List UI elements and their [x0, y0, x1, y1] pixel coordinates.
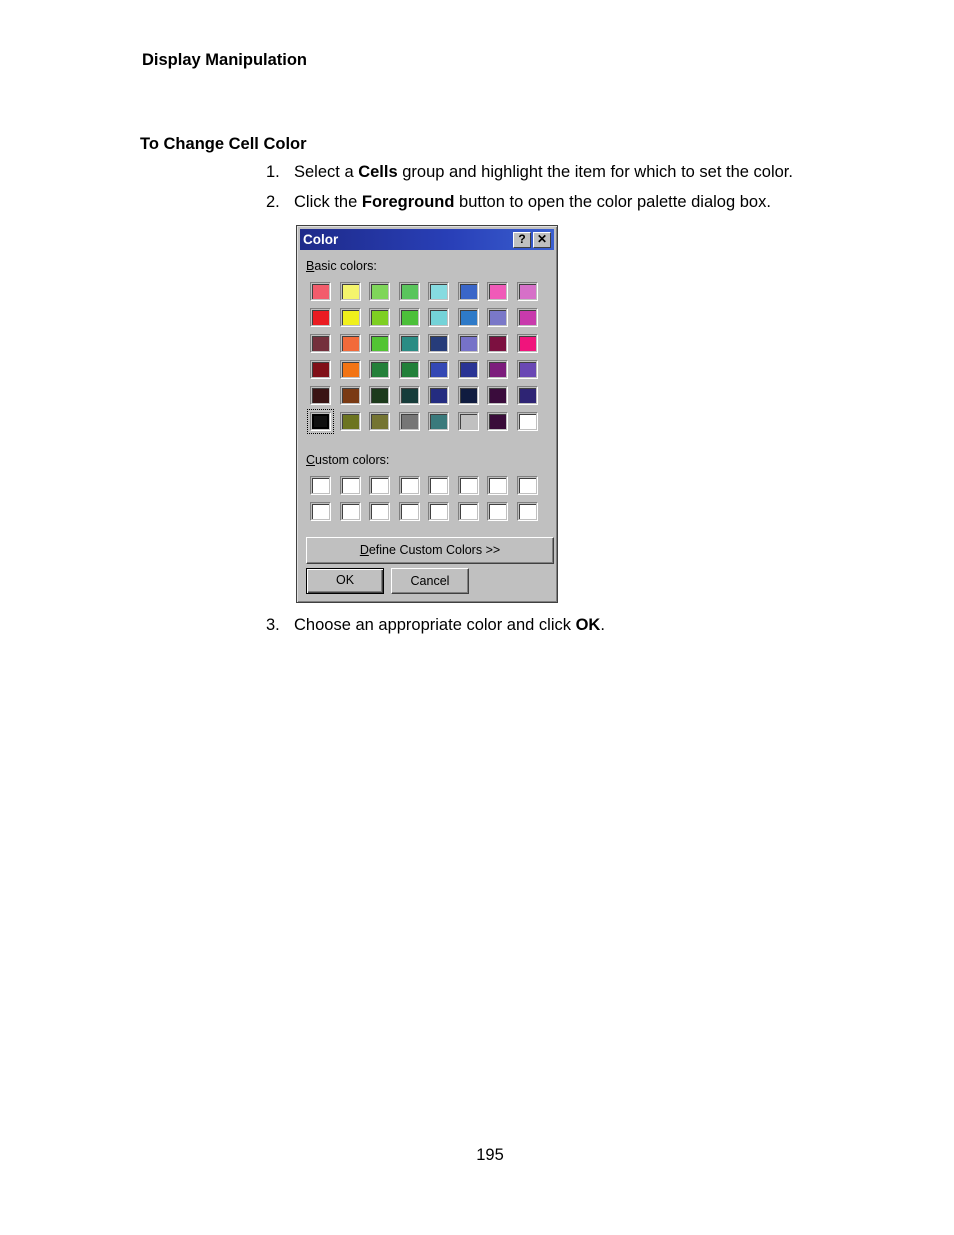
basic-color-swatch[interactable]: [428, 386, 449, 405]
basic-color-swatch[interactable]: [517, 334, 538, 353]
basic-color-swatch[interactable]: [399, 412, 420, 431]
page-number: 195: [476, 1146, 504, 1164]
swatch-fill: [460, 478, 477, 493]
swatch-fill: [342, 388, 359, 403]
swatch-fill: [460, 284, 477, 299]
basic-color-swatch[interactable]: [369, 334, 390, 353]
basic-color-swatch[interactable]: [369, 308, 390, 327]
swatch-fill: [342, 478, 359, 493]
swatch-fill: [430, 336, 447, 351]
basic-color-swatch[interactable]: [458, 412, 479, 431]
basic-color-swatch[interactable]: [340, 386, 361, 405]
step-3: [266, 616, 605, 635]
swatch-fill: [401, 478, 418, 493]
swatch-fill: [312, 310, 329, 325]
swatch-fill: [371, 478, 388, 493]
swatch-fill: [371, 414, 388, 429]
step-number: 2.: [266, 193, 280, 211]
custom-color-swatch[interactable]: [399, 476, 420, 495]
swatch-fill: [489, 504, 506, 519]
swatch-fill: [489, 310, 506, 325]
button-label: OK: [335, 573, 355, 587]
help-button[interactable]: [513, 232, 531, 248]
swatch-fill: [312, 478, 329, 493]
custom-colors-grid: [310, 476, 538, 521]
swatch-fill: [430, 362, 447, 377]
swatch-fill: [342, 284, 359, 299]
swatch-fill: [460, 336, 477, 351]
close-icon: ✕: [536, 232, 548, 246]
help-icon: ?: [518, 232, 526, 246]
swatch-fill: [371, 388, 388, 403]
button-label: efine Custom Colors >>: [368, 543, 501, 557]
basic-color-swatch[interactable]: [340, 334, 361, 353]
custom-color-swatch[interactable]: [310, 476, 331, 495]
step-text: button to open the color palette dialog box.: [454, 193, 771, 211]
basic-color-swatch[interactable]: [517, 282, 538, 301]
basic-color-swatch[interactable]: [428, 334, 449, 353]
swatch-fill: [489, 362, 506, 377]
basic-color-swatch[interactable]: [399, 308, 420, 327]
swatch-fill: [371, 310, 388, 325]
custom-color-swatch[interactable]: [340, 476, 361, 495]
custom-color-swatch[interactable]: [458, 502, 479, 521]
section-title: To Change Cell Color: [140, 135, 307, 153]
swatch-fill: [519, 284, 536, 299]
swatch-fill: [489, 478, 506, 493]
swatch-fill: [519, 478, 536, 493]
dialog-title: Color: [303, 232, 339, 247]
swatch-fill: [430, 504, 447, 519]
swatch-fill: [371, 504, 388, 519]
basic-color-swatch[interactable]: [369, 386, 390, 405]
basic-color-swatch[interactable]: [399, 334, 420, 353]
swatch-fill: [312, 284, 329, 299]
dialog-titlebar[interactable]: [300, 229, 554, 250]
swatch-fill: [460, 362, 477, 377]
swatch-fill: [342, 362, 359, 377]
swatch-fill: [371, 284, 388, 299]
color-dialog: [296, 225, 558, 603]
swatch-fill: [342, 336, 359, 351]
basic-color-swatch[interactable]: [310, 412, 331, 431]
custom-color-swatch[interactable]: [458, 476, 479, 495]
swatch-fill: [401, 414, 418, 429]
basic-color-swatch[interactable]: [310, 334, 331, 353]
swatch-fill: [489, 414, 506, 429]
swatch-fill: [430, 478, 447, 493]
swatch-fill: [312, 336, 329, 351]
basic-colors-label: [306, 259, 377, 273]
swatch-fill: [460, 504, 477, 519]
custom-color-swatch[interactable]: [517, 502, 538, 521]
basic-color-swatch[interactable]: [487, 334, 508, 353]
step-text: Select a: [294, 163, 359, 181]
basic-color-swatch[interactable]: [310, 308, 331, 327]
swatch-fill: [430, 310, 447, 325]
label-text: asic colors:: [314, 259, 377, 273]
cancel-button[interactable]: [391, 568, 469, 594]
basic-color-swatch[interactable]: [458, 360, 479, 379]
button-label: Cancel: [410, 574, 450, 588]
basic-color-swatch[interactable]: [428, 412, 449, 431]
swatch-fill: [519, 388, 536, 403]
basic-colors-grid: [310, 282, 538, 431]
custom-colors-label: [306, 453, 389, 467]
swatch-fill: [519, 414, 536, 429]
accelerator-letter: D: [359, 543, 369, 557]
basic-color-swatch[interactable]: [428, 308, 449, 327]
basic-color-swatch[interactable]: [310, 282, 331, 301]
custom-color-swatch[interactable]: [369, 476, 390, 495]
swatch-fill: [519, 362, 536, 377]
basic-color-swatch[interactable]: [458, 282, 479, 301]
custom-color-swatch[interactable]: [487, 502, 508, 521]
custom-color-swatch[interactable]: [487, 476, 508, 495]
swatch-fill: [401, 362, 418, 377]
custom-color-swatch[interactable]: [517, 476, 538, 495]
basic-color-swatch[interactable]: [369, 360, 390, 379]
accelerator-letter: C: [306, 453, 316, 467]
basic-color-swatch[interactable]: [487, 308, 508, 327]
label-text: ustom colors:: [315, 453, 390, 467]
custom-color-swatch[interactable]: [369, 502, 390, 521]
swatch-fill: [401, 504, 418, 519]
basic-color-swatch[interactable]: [340, 412, 361, 431]
swatch-fill: [489, 388, 506, 403]
swatch-fill: [342, 310, 359, 325]
basic-color-swatch[interactable]: [487, 282, 508, 301]
step-number: 1.: [266, 163, 280, 181]
step-bold: Cells: [358, 163, 398, 181]
basic-color-swatch[interactable]: [458, 308, 479, 327]
basic-color-swatch[interactable]: [340, 282, 361, 301]
swatch-fill: [342, 504, 359, 519]
custom-color-swatch[interactable]: [340, 502, 361, 521]
basic-color-swatch[interactable]: [399, 282, 420, 301]
accelerator-letter: B: [306, 259, 315, 273]
basic-color-swatch[interactable]: [517, 412, 538, 431]
swatch-fill: [401, 336, 418, 351]
swatch-fill: [460, 310, 477, 325]
swatch-fill: [489, 336, 506, 351]
swatch-fill: [371, 336, 388, 351]
swatch-fill: [342, 414, 359, 429]
step-bold: Foreground: [361, 193, 455, 211]
step-bold: OK: [575, 616, 601, 634]
swatch-fill: [489, 284, 506, 299]
swatch-fill: [401, 284, 418, 299]
basic-color-swatch[interactable]: [310, 386, 331, 405]
step-number: 3.: [266, 616, 280, 634]
basic-color-swatch[interactable]: [517, 386, 538, 405]
custom-color-swatch[interactable]: [310, 502, 331, 521]
custom-color-swatch[interactable]: [428, 476, 449, 495]
swatch-fill: [371, 362, 388, 377]
basic-color-swatch[interactable]: [369, 412, 390, 431]
basic-color-swatch[interactable]: [399, 386, 420, 405]
page-header: Display Manipulation: [142, 51, 308, 69]
swatch-fill: [401, 388, 418, 403]
close-button[interactable]: [533, 232, 551, 248]
step-1: [266, 163, 793, 182]
basic-color-swatch[interactable]: [487, 360, 508, 379]
step-text: group and highlight the item for which to set the color.: [397, 163, 793, 181]
step-text: Choose an appropriate color and click: [294, 616, 576, 634]
swatch-fill: [519, 310, 536, 325]
basic-color-swatch[interactable]: [487, 412, 508, 431]
basic-color-swatch[interactable]: [399, 360, 420, 379]
swatch-fill: [460, 414, 477, 429]
swatch-fill: [430, 388, 447, 403]
swatch-fill: [401, 310, 418, 325]
swatch-fill: [312, 388, 329, 403]
basic-color-swatch[interactable]: [517, 308, 538, 327]
swatch-fill: [519, 336, 536, 351]
basic-color-swatch[interactable]: [458, 386, 479, 405]
ok-button[interactable]: [306, 568, 384, 594]
basic-color-swatch[interactable]: [428, 282, 449, 301]
basic-color-swatch[interactable]: [340, 360, 361, 379]
step-text: .: [600, 616, 605, 634]
swatch-fill: [430, 284, 447, 299]
swatch-fill: [460, 388, 477, 403]
swatch-fill: [312, 362, 329, 377]
basic-color-swatch[interactable]: [369, 282, 390, 301]
define-custom-colors-button[interactable]: [306, 537, 554, 564]
basic-color-swatch[interactable]: [487, 386, 508, 405]
swatch-fill: [519, 504, 536, 519]
step-2: [266, 193, 771, 212]
swatch-fill: [312, 504, 329, 519]
basic-color-swatch[interactable]: [428, 360, 449, 379]
step-text: Click the: [294, 193, 362, 211]
custom-color-swatch[interactable]: [428, 502, 449, 521]
basic-color-swatch[interactable]: [517, 360, 538, 379]
swatch-fill: [312, 414, 329, 429]
custom-color-swatch[interactable]: [399, 502, 420, 521]
swatch-fill: [430, 414, 447, 429]
basic-color-swatch[interactable]: [458, 334, 479, 353]
basic-color-swatch[interactable]: [340, 308, 361, 327]
basic-color-swatch[interactable]: [310, 360, 331, 379]
